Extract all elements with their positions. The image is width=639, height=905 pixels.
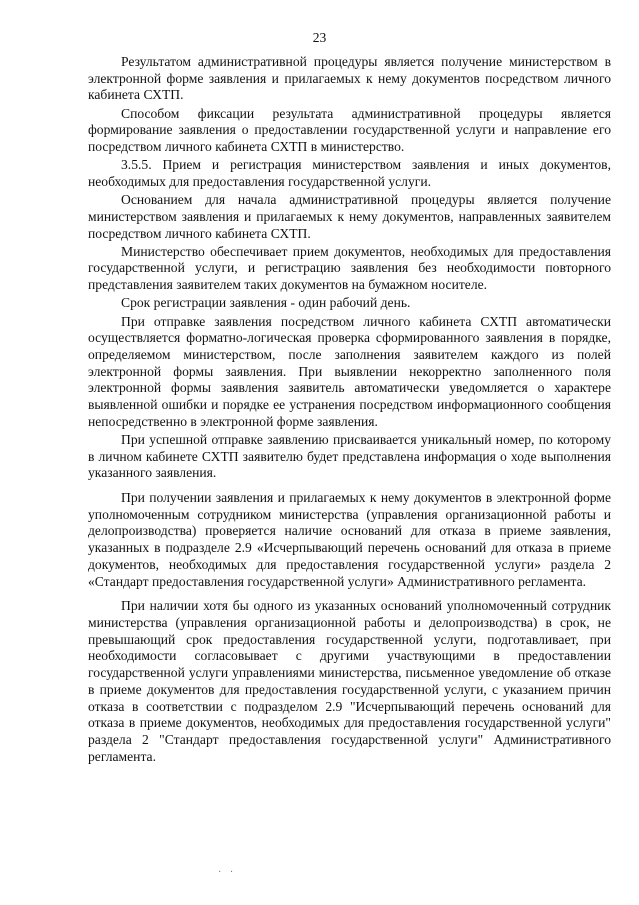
scan-artifact-mark: · · xyxy=(218,867,237,878)
page-number: 23 xyxy=(312,30,327,45)
paragraph-basis: Основанием для начала административной процедуры является получение министерством заявления и прилагаемых к нему документов, направленных заявителем посредством личного кабинета СХТП. xyxy=(88,192,611,241)
paragraph-receipt-check: При получении заявления и прилагаемых к нему документов в электронной форме уполномоченным сотрудником министерства (управления организационной работы и делопроизводства) проверяется наличие оснований для отказа в приеме заявления, указанных в подразделе 2.9 «Исчерпывающий перечень оснований для отказа в приеме документов, необходимых для предоставления государственной услуги» раздела 2 «Стандарт предоставления государственной услуги» Административного регламента. xyxy=(88,490,611,589)
document-body xyxy=(88,54,611,767)
paragraph-unique-number: При успешной отправке заявлению присваивается уникальный номер, по которому в личном кабинете СХТП заявителю будет представлена информация о ходе выполнения указанного заявления. xyxy=(88,431,611,481)
paragraph-refusal-notice: При наличии хотя бы одного из указанных оснований уполномоченный сотрудник министерства (управления организационной работы и делопроизводства) в срок, не превышающий срок предоставления государственной услуги, подготавливает, при необходимости согласовывает с другими участвующими в предоставлении государственной услуги управлениями министерства, письменное уведомление об отказе в приеме документов для предоставления государственной услуги, с указанием причин отказа в соответствии с подразделом 2.9 "Исчерпывающий перечень оснований для отказа в приеме документов, необходимых для предоставления государственной услуги" раздела 2 "Стандарт предоставления государственной услуги" Административного регламента. xyxy=(88,598,611,764)
paragraph-result: Результатом административной процедуры является получение министерством в электронной форме заявления и прилагаемых к нему документов посредством личного кабинета СХТП. xyxy=(88,54,611,103)
paragraph-ministry-provides: Министерство обеспечивает прием документов, необходимых для предоставления государственной услуги, и регистрацию заявления без необходимости повторного представления заявителем таких документов на бумажном носителе. xyxy=(88,243,611,293)
section-heading-3-5-5: 3.5.5. Прием и регистрация министерством заявления и иных документов, необходимых для предоставления государственной услуги. xyxy=(88,157,611,189)
paragraph-fixation-method: Способом фиксации результата административной процедуры является формирование заявления о предоставлении государственной услуги и направление его посредством личного кабинета СХТП в министерство. xyxy=(88,105,611,155)
paragraph-registration-term: Срок регистрации заявления - один рабочий день. xyxy=(121,295,411,311)
paragraph-format-check: При отправке заявления посредством личного кабинета СХТП автоматически осуществляется форматно-логическая проверка сформированного заявления в порядке, определяемом министерством, после заполнения заявителем каждого из полей электронной формы заявления. При выявлении некорректно заполненного поля электронной формы заявления заявитель автоматически уведомляется о характере выявленной ошибки и порядке ее устранения посредством информационного сообщения непосредственно в электронной форме заявления. xyxy=(88,313,611,429)
